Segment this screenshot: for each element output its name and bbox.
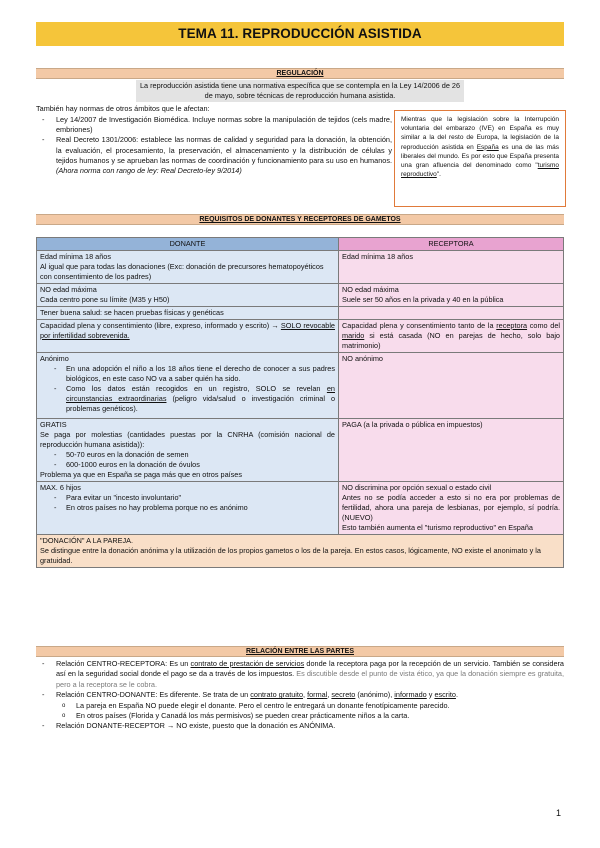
law-item: - Ley 14/2007 de Investigación Biomédica. Incluye normas sobre la manipulación de tejidos (cels madre, embriones) [36, 115, 392, 135]
page-title: TEMA 11. REPRODUCCIÓN ASISTIDA [178, 26, 422, 42]
title-banner [36, 22, 564, 46]
table-row: Tener buena salud: se hacen pruebas físicas y genéticas [37, 307, 564, 320]
table-row: GRATIS Se paga por molestias (cantidades puestas por la CNRHA (comisión nacional de reproducción humana asistida)): - 50-70 euros en la donación de semen - 600-1000 euros en la donación de óvulos Problema ya que en España se paga más que en otros países PAGA (a la privada o pública en impuestos) [37, 419, 564, 482]
laws-list [36, 115, 392, 176]
regulation-intro: La reproducción asistida tiene una normativa específica que se contempla en la Ley 14/2006 de 26 de mayo, sobre técnicas de reproducción humana asistida. [136, 80, 464, 102]
table-row: Anónimo - En una adopción el niño a los 18 años tiene el derecho de conocer a sus padres biológicos, en este caso NO va a saber quién ha sido. - Como los datos están recogidos en un registro, SOLO se revelan en circunstancias extraordinarias (peligro vida/salud o investigación criminal o problemas genéticos). NO anónimo [37, 353, 564, 419]
list-item: - En una adopción el niño a los 18 años tiene el derecho de conocer a sus padres biológicos, en este caso NO va a saber quién ha sido. [40, 364, 335, 384]
section-heading-requisitos: REQUISITOS DE DONANTES Y RECEPTORES DE GAMETOS [36, 214, 564, 225]
list-item: - 50-70 euros en la donación de semen [40, 450, 335, 460]
requirements-table [36, 237, 564, 568]
note-box: Mientras que la legislación sobre la Interrupción voluntaria del embarazo (IVE) en España es muy similar a la del resto de Europa, la legislación de la reproducción asistida en España es una de las más liberales del mundo. Es por esto que España presenta una gran afluencia del denominado como "turismo reproductivo". [394, 110, 566, 207]
page-number: 1 [556, 808, 562, 818]
list-item: - Relación CENTRO-DONANTE: Es diferente. Se trata de un contrato gratuito, formal, secreto (anónimo), informado y escrito. o La pareja en España NO puede elegir el donante. Pero el centro le entregará un donante fenotípicamente parecido. o En otros países (Florida y Canadá los más permisivos) se pueden crear prácticamente niños a la carta. [36, 690, 564, 721]
table-row: "DONACIÓN" A LA PAREJA. Se distingue entre la donación anónima y la utilización de los propios gametos o los de la pareja. En estos casos, lógicamente, NO existe el anonimato y la gratuidad. [37, 535, 564, 568]
table-row: Edad mínima 18 años Al igual que para todas las donaciones (Exc: donación de precursores hematopoyéticos con consentimiento de los padres) Edad mínima 18 años [37, 251, 564, 284]
sub-list-item: o La pareja en España NO puede elegir el donante. Pero el centro le entregará un donante fenotípicamente parecido. [36, 701, 564, 711]
section-heading-relacion: RELACIÓN ENTRE LAS PARTES [36, 646, 564, 657]
list-item: - Como los datos están recogidos en un registro, SOLO se revelan en circunstancias extraordinarias (peligro vida/salud o investigación criminal o problemas genéticos). [40, 384, 335, 414]
other-norms-line: También hay normas de otros ámbitos que le afectan: [36, 104, 210, 113]
sub-list-item: o En otros países (Florida y Canadá los más permisivos) se pueden crear prácticamente niños a la carta. [36, 711, 564, 721]
list-item: - Para evitar un "incesto involuntario" [40, 493, 335, 503]
list-item: - Relación CENTRO-RECEPTORA: Es un contrato de prestación de servicios donde la receptora paga por la recepción de un servicio. También se considera así en la seguridad social donde el pago se da a través de los impuestos. Es discutible desde el punto de vista ético, ya que la donación siempre es gratuita, pero a la receptora se le cobra. [36, 659, 564, 690]
table-header-row [37, 238, 564, 251]
list-item: - Relación DONANTE-RECEPTOR → NO existe, puesto que la donación es ANÓNIMA. [36, 721, 564, 731]
section-heading-regulacion: REGULACIÓN [36, 68, 564, 79]
col-header-recipient: RECEPTORA [339, 238, 564, 251]
relations-list [36, 659, 564, 732]
list-item: - En otros países no hay problema porque no es anónimo [40, 503, 335, 513]
table-row: MAX. 6 hijos - Para evitar un "incesto involuntario" - En otros países no hay problema porque no es anónimo NO discrimina por opción sexual o estado civil Antes no se podía acceder a esto si no era por problemas de fertilidad, ahora una pareja de lesbianas, por ejemplo, sí podría. (NUEVO) Esto también aumenta el "turismo reproductivo" en España [37, 482, 564, 535]
table-row: Capacidad plena y consentimiento (libre, expreso, informado y escrito) → SOLO revocable por infertilidad sobrevenida. Capacidad plena y consentimiento tanto de la receptora como del marido si está casada (NO en parejas de hecho, solo bajo matrimonio) [37, 320, 564, 353]
law-item: - Real Decreto 1301/2006: establece las normas de calidad y seguridad para la donación, la obtención, la evaluación, el procesamiento, la preservación, el almacenamiento y la distribución de células y tejidos humanos y se aprueban las normas de coordinación y funcionamiento para su uso en humanos. (Ahora norma con rango de ley: Real Decreto-ley 9/2014) [36, 135, 392, 176]
table-row: NO edad máxima Cada centro pone su límite (M35 y H50) NO edad máxima Suele ser 50 años en la privada y 40 en la pública [37, 284, 564, 307]
list-item: - 600-1000 euros en la donación de óvulos [40, 460, 335, 470]
col-header-donor: DONANTE [37, 238, 339, 251]
